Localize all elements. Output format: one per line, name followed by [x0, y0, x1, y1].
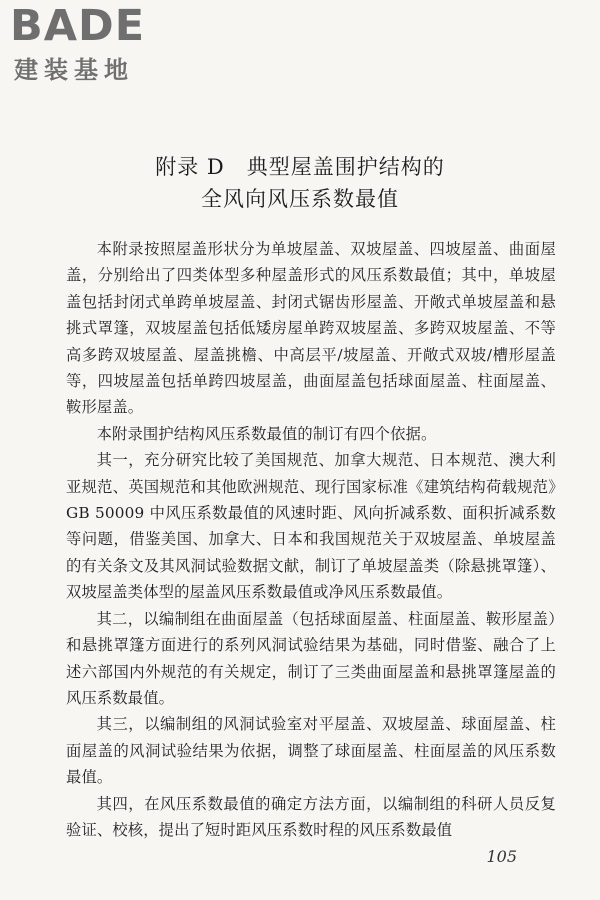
paragraph-4: 其二，以编制组在曲面屋盖（包括球面屋盖、柱面屋盖、鞍形屋盖）和悬挑罩篷方面进行的系列风洞试验结果为基础，同时借鉴、融合了上述六部国内外规范的有关规定，制订了三类曲面屋盖和悬挑罩篷屋盖的风压系数最值。 — [66, 609, 556, 707]
logo-wordmark: BADE — [10, 1, 146, 51]
paragraph-6: 其四，在风压系数最值的确定方法方面，以编制组的科研人员反复验证、校核，提出了短时距风压系数时程的风压系数最值 — [66, 794, 556, 839]
appendix-title-line-1: 附录 D 典型屋盖围护结构的 — [155, 155, 445, 179]
paragraph-5: 其三，以编制组的风洞试验室对平屋盖、双坡屋盖、球面屋盖、柱面屋盖的风洞试验结果为依据，调整了球面屋盖、柱面屋盖的风压系数最值。 — [66, 715, 556, 787]
paragraph-3: 其一，充分研究比较了美国规范、加拿大规范、日本规范、澳大利亚规范、英国规范和其他欧洲规范、现行国家标准《建筑结构荷载规范》GB 50009 中风压系数最值的风速时距、风向折减系数、面积折减系数等问题，借鉴美国、加拿大、日本和我国规范关于双坡屋盖、单坡屋盖的有关条文及其风洞试验数据文献，制订了单坡屋盖类（除悬挑罩篷）、双坡屋盖类体型的屋盖风压系数最值或净风压系数最值。 — [66, 451, 556, 602]
appendix-body-text — [66, 236, 556, 843]
paragraph-1: 本附录按照屋盖形状分为单坡屋盖、双坡屋盖、四坡屋盖、曲面屋盖，分别给出了四类体型多种屋盖形式的风压系数最值；其中，单坡屋盖包括封闭式单跨单坡屋盖、封闭式锯齿形屋盖、开敞式单坡屋盖和悬挑式罩篷，双坡屋盖包括低矮房屋单跨双坡屋盖、多跨双坡屋盖、不等高多跨双坡屋盖、屋盖挑檐、中高层平/坡屋盖、开敞式双坡/槽形屋盖等，四坡屋盖包括单跨四坡屋盖，曲面屋盖包括球面屋盖、柱面屋盖、鞍形屋盖。 — [66, 240, 556, 417]
logo-subtitle: 建装基地 — [14, 56, 134, 84]
page-number: 105 — [486, 847, 517, 866]
bade-logo — [10, 2, 180, 88]
appendix-title-line-2: 全风向风压系数最值 — [201, 187, 399, 211]
paragraph-2: 本附录围护结构风压系数最值的制订有四个依据。 — [96, 424, 437, 443]
